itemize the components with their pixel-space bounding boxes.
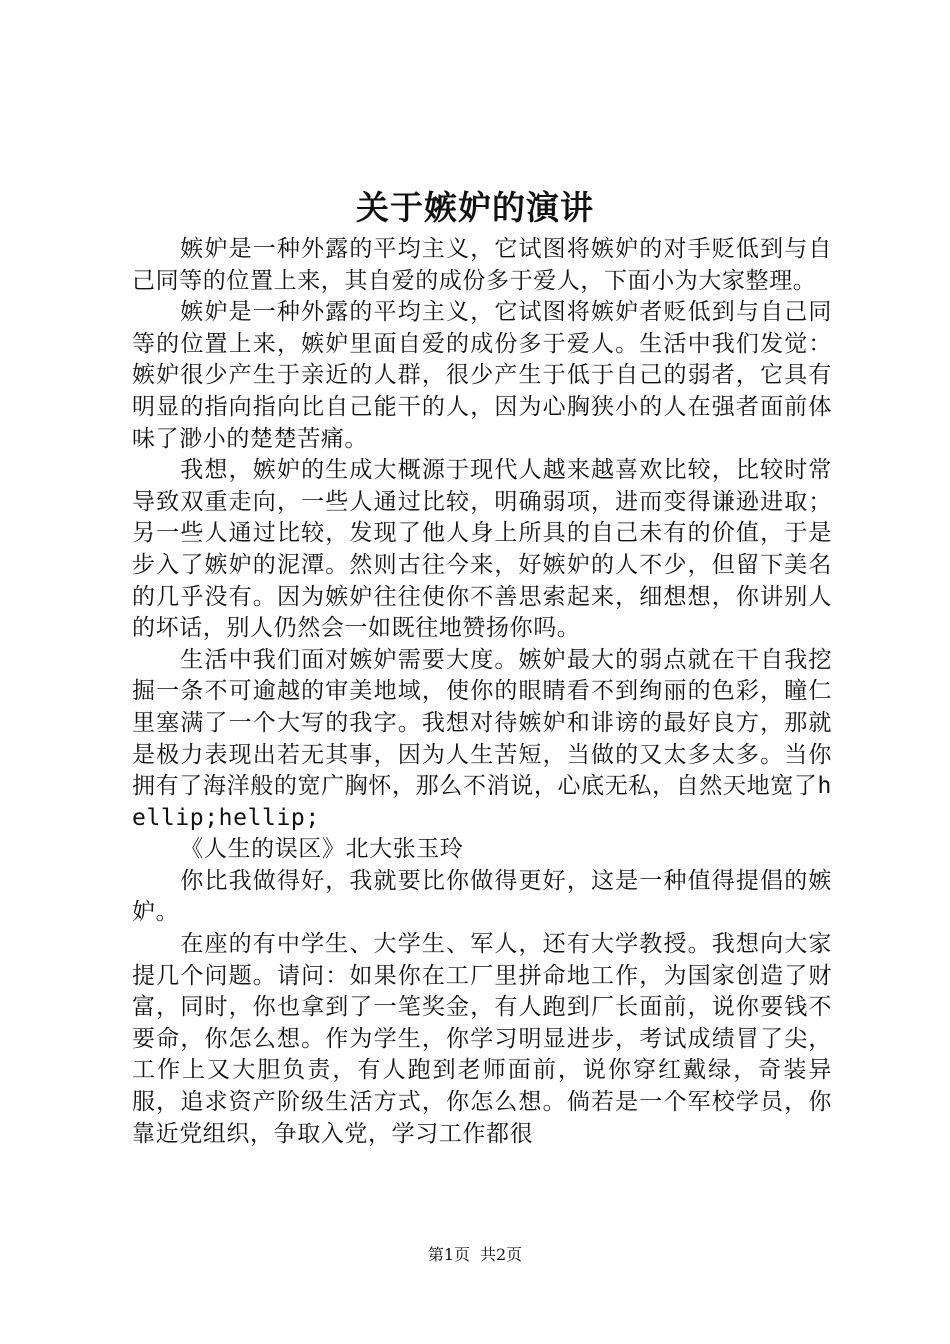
source-citation: 《人生的误区》北大张玉玲: [180, 836, 464, 863]
paragraph: 你比我做得好，我就要比你做得更好，这是一种值得提倡的嫉妒。: [132, 867, 832, 926]
paragraph: 在座的有中学生、大学生、军人，还有大学教授。我想向大家提几个问题。请问：如果你在工厂里拼命地工作，为国家创造了财富，同时，你也拿到了一笔奖金，有人跑到厂长面前，说你要钱不要命，你怎么想。作为学生，你学习明显进步，考试成绩冒了尖，工作上又大胆负责，有人跑到老师面前，说你穿红戴绿，奇装异服，追求资产阶级生活方式，你怎么想。倘若是一个军校学员，你靠近党组织，争取入党，学习工作都很: [132, 931, 832, 1147]
paragraph: 我想，嫉妒的生成大概源于现代人越来越喜欢比较，比较时常导致双重走向，一些人通过比较，明确弱项，进而变得谦逊进取；另一些人通过比较，发现了他人身上所具的自己未有的价值，于是步入了嫉妒的泥潭。然则古往今来，好嫉妒的人不少，但留下美名的几乎没有。因为嫉妒往往使你不善思索起来，细想想，你讲别人的坏话，别人仍然会一如既往地赞扬你吗。: [132, 457, 832, 642]
paragraph: 生活中我们面对嫉妒需要大度。嫉妒最大的弱点就在干自我挖掘一条不可逾越的审美地域，使你的眼睛看不到绚丽的色彩，瞳仁里塞满了一个大写的我字。我想对待嫉妒和诽谤的最好良方，那就是极力表现出若无其事，因为人生苦短，当做的又太多太多。当你拥有了海洋般的宽广胸怀，那么不消说，心底无私，自然天地宽了hellip;hellip;: [132, 646, 832, 831]
page-number: 第1页: [427, 1245, 470, 1264]
paragraph: 嫉妒是一种外露的平均主义，它试图将嫉妒的对手贬低到与自己同等的位置上来，其自爱的成份多于爱人，下面小为大家整理。: [132, 236, 832, 294]
document-body: [132, 234, 832, 1150]
document-title: 关于嫉妒的演讲: [356, 188, 594, 227]
page-footer: [0, 1244, 950, 1266]
paragraph: 嫉妒是一种外露的平均主义，它试图将嫉妒者贬低到与自己同等的位置上来，嫉妒里面自爱的成份多于爱人。生活中我们发觉：嫉妒很少产生于亲近的人群，很少产生于低于自己的弱者，它具有明显的指向指向比自己能干的人，因为心胸狭小的人在强者面前体味了渺小的楚楚苦痛。: [132, 299, 832, 452]
page-total: 共2页: [480, 1245, 523, 1264]
